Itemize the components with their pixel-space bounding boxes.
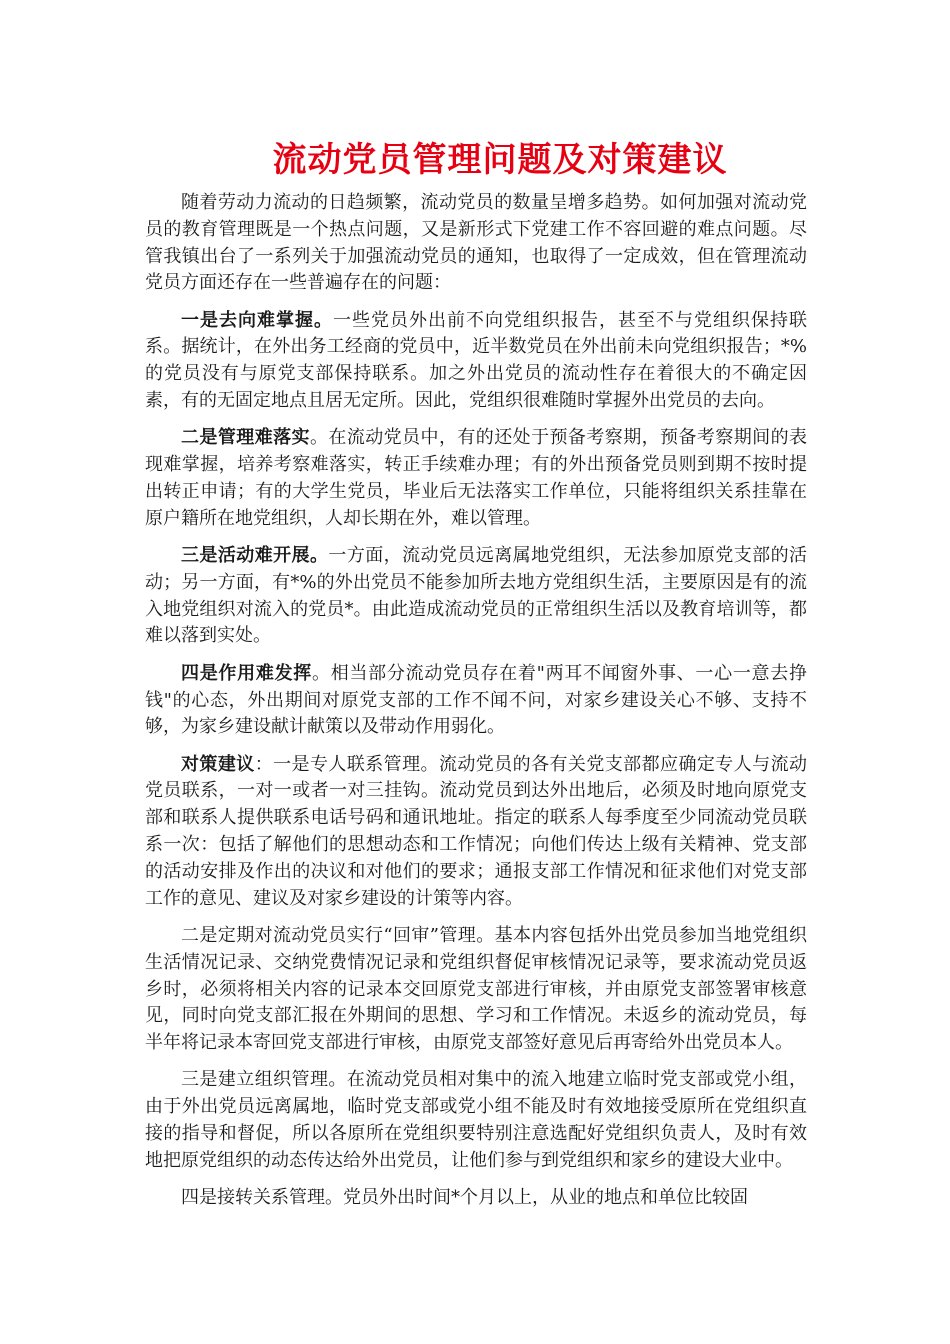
- paragraph-text: 一方面，流动党员远离属地党组织，无法参加原党支部的活动；另一方面，有*%的外出党员不能参加所去地方党组织生活，主要原因是有的流入地党组织对流入的党员*。由此造成流动党员的正常组织生活以及教育培训等，都难以落到实处。: [145, 545, 808, 647]
- paragraph-lead: 对策建议: [181, 753, 255, 775]
- paragraph-text: 随着劳动力流动的日趋频繁，流动党员的数量呈增多趋势。如何加强对流动党员的教育管理既是一个热点问题，又是新形式下党建工作不容回避的难点问题。尽管我镇出台了一系列关于加强流动党员的通知，也取得了一定成效，但在管理流动党员方面还存在一些普遍存在的问题：: [145, 192, 807, 294]
- paragraph-lead: 四是作用难发挥: [181, 662, 313, 684]
- paragraph-lead: 三是活动难开展。: [181, 545, 329, 567]
- paragraph-text: 。相当部分流动党员存在着"两耳不闻窗外事、一心一意去挣钱"的心态，外出期间对原党支部的工作不闻不问，对家乡建设关心不够、支持不够，为家乡建设献计献策以及带动作用弱化。: [145, 662, 807, 738]
- paragraph-text: 。在流动党员中，有的还处于预备考察期，预备考察期间的表现难掌握，培养考察难落实，转正手续难办理；有的外出预备党员则到期不按时提出转正申请；有的大学生党员，毕业后无法落实工作单位，只能将组织关系挂靠在原户籍所在地党组织，人却长期在外，难以管理。: [145, 427, 808, 529]
- document-title: 流动党员管理问题及对策建议: [272, 140, 728, 180]
- document-body: [145, 190, 807, 1222]
- paragraph-text: 三是建立组织管理。在流动党员相对集中的流入地建立临时党支部或党小组，由于外出党员远离属地，临时党支部或党小组不能及时有效地接受原所在党组织直接的指导和督促，所以各原所在党组织要特别注意选配好党组织负责人，及时有效地把原党组织的动态传达给外出党员，让他们参与到党组织和家乡的建设大业中。: [145, 1069, 807, 1171]
- intro-paragraph: [145, 190, 807, 297]
- suggestion-paragraph-2: [145, 923, 807, 1057]
- problem-paragraph-1: [145, 308, 807, 415]
- suggestion-paragraph-4: [145, 1185, 807, 1212]
- paragraph-text: 二是定期对流动党员实行“回审”管理。基本内容包括外出党员参加当地党组织生活情况记录、交纳党费情况记录和党组织督促审核情况记录等，要求流动党员返乡时，必须将相关内容的记录本交回原党支部进行审核，并由原党支部签署审核意见，同时向党支部汇报在外期间的思想、学习和工作情况。未返乡的流动党员，每半年将记录本寄回党支部进行审核，由原党支部签好意见后再寄给外出党员本人。: [145, 924, 807, 1054]
- problem-paragraph-3: [145, 543, 807, 650]
- paragraph-lead: 二是管理难落实: [181, 427, 310, 449]
- paragraph-text: ：一是专人联系管理。流动党员的各有关党支部都应确定专人与流动党员联系，一对一或者一对三挂钩。流动党员到达外出地后，必须及时地向原党支部和联系人提供联系电话号码和通讯地址。指定的联系人每季度至少同流动党员联系一次：包括了解他们的思想动态和工作情况；向他们传达上级有关精神、党支部的活动安排及作出的决议和对他们的要求；通报支部工作情况和征求他们对党支部工作的意见、建议及对家乡建设的计策等内容。: [145, 753, 808, 909]
- problem-paragraph-2: [145, 425, 807, 532]
- problem-paragraph-4: [145, 661, 807, 741]
- paragraph-text: 一些党员外出前不向党组织报告，甚至不与党组织保持联系。据统计，在外出务工经商的党员中，近半数党员在外出前未向党组织报告；*%的党员没有与原党支部保持联系。加之外出党员的流动性存在着很大的不确定因素，有的无固定地点且居无定所。因此，党组织很难随时掌握外出党员的去向。: [145, 309, 807, 412]
- suggestion-paragraph-3: [145, 1067, 807, 1174]
- paragraph-text: 四是接转关系管理。党员外出时间*个月以上，从业的地点和单位比较固: [181, 1187, 748, 1209]
- paragraph-lead: 一是去向难掌握。: [181, 309, 333, 331]
- suggestion-paragraph-1: [145, 752, 807, 913]
